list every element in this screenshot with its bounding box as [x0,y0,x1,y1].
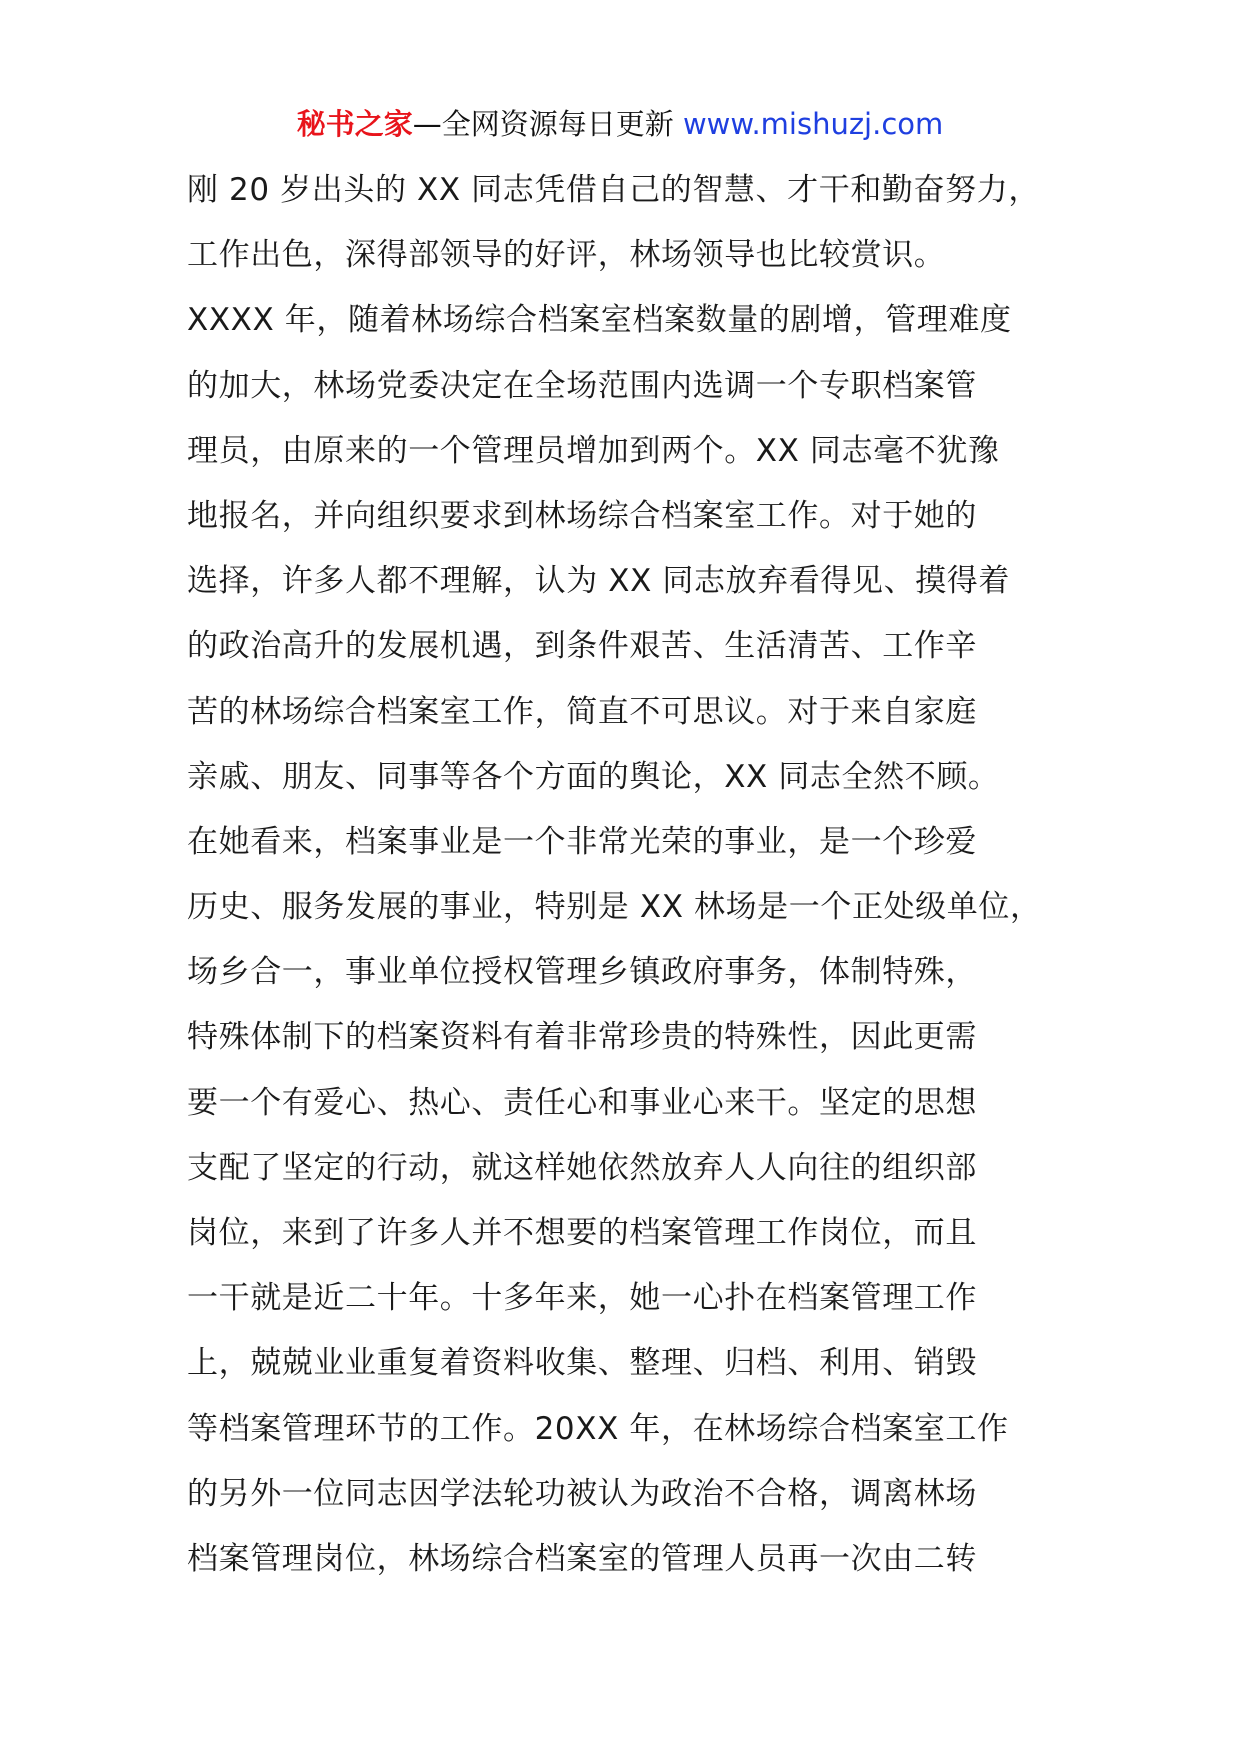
text-line: 岗位，来到了许多人并不想要的档案管理工作岗位，而且 [187,1215,977,1251]
document-body [187,168,1087,1602]
text-line: 特殊体制下的档案资料有着非常珍贵的特殊性，因此更需 [187,1019,977,1056]
site-url-link[interactable]: www.mishuzj.com [682,107,944,141]
text-line: 刚 20 岁出头的 XX 同志凭借自己的智慧、才干和勤奋努力， [187,172,1040,208]
text-line: 的另外一位同志因学法轮功被认为政治不合格，调离林场 [187,1475,977,1512]
text-line: 的政治高升的发展机遇，到条件艰苦、生活清苦、工作辛 [187,628,977,665]
text-line: 支配了坚定的行动，就这样她依然放弃人人向往的组织部 [187,1149,977,1186]
text-line: 苦的林场综合档案室工作，简直不可思议。对于来自家庭 [187,693,977,730]
site-brand: 秘书之家 [296,107,413,141]
page-header [0,104,1240,144]
text-line: 在她看来，档案事业是一个非常光荣的事业，是一个珍爱 [187,823,977,860]
text-line: 选择，许多人都不理解，认为 XX 同志放弃看得见、摸得着 [187,563,1010,600]
site-tagline: —全网资源每日更新 [412,107,674,141]
text-line: 场乡合一，事业单位授权管理乡镇政府事务，体制特殊， [187,954,977,991]
text-line: 工作出色，深得部领导的好评，林场领导也比较赏识。 [187,237,946,274]
text-line: 的加大，林场党委决定在全场范围内选调一个专职档案管 [187,367,977,404]
text-line: 一干就是近二十年。十多年来，她一心扑在档案管理工作 [187,1280,977,1317]
text-line: 地报名，并向组织要求到林场综合档案室工作。对于她的 [187,497,977,534]
text-line: 上，兢兢业业重复着资料收集、整理、归档、利用、销毁 [187,1345,977,1382]
text-line: 等档案管理环节的工作。20XX 年，在林场综合档案室工作 [187,1410,1009,1447]
text-line: 要一个有爱心、热心、责任心和事业心来干。坚定的思想 [187,1084,977,1121]
text-line: XXXX 年，随着林场综合档案室档案数量的剧增，管理难度 [187,302,1012,339]
text-line: 理员，由原来的一个管理员增加到两个。XX 同志毫不犹豫 [187,432,1000,469]
text-line: 历史、服务发展的事业，特别是 XX 林场是一个正处级单位， [187,889,1042,926]
text-line: 档案管理岗位，林场综合档案室的管理人员再一次由二转 [187,1540,977,1577]
text-line: 亲戚、朋友、同事等各个方面的舆论，XX 同志全然不顾。 [187,758,1000,795]
